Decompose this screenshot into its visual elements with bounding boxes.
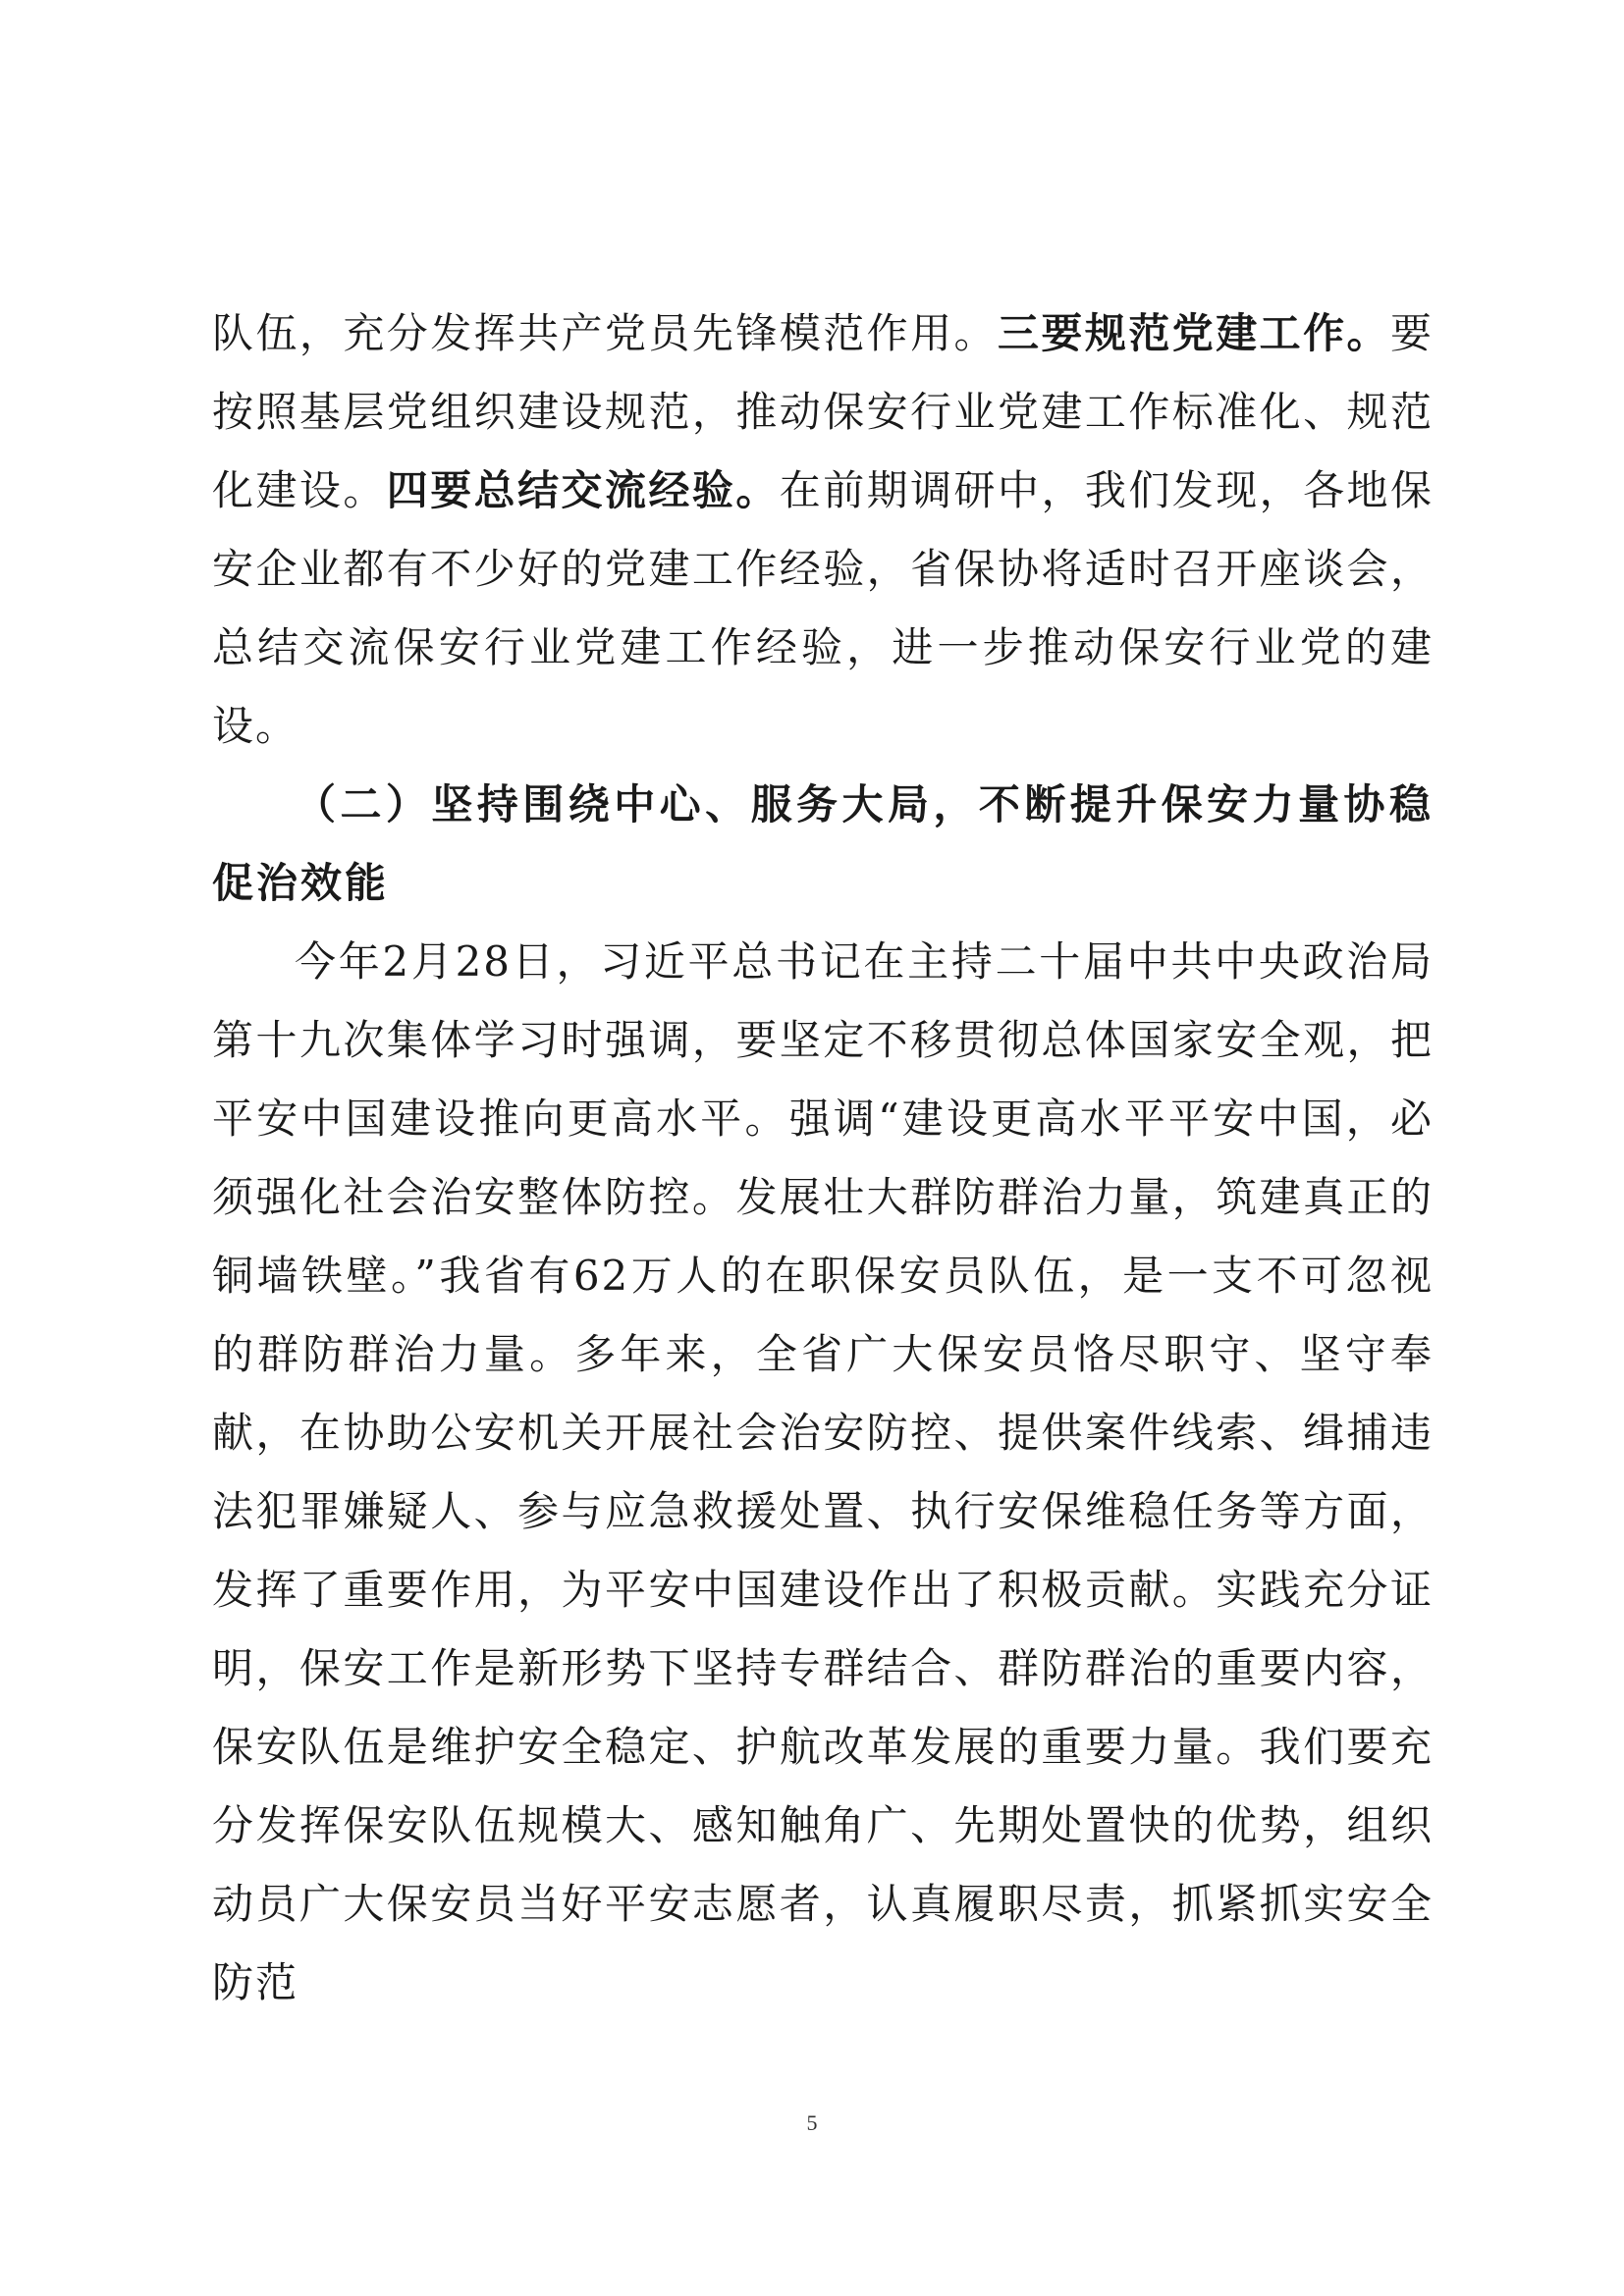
page-number: 5 (806, 2110, 818, 2135)
document-body (212, 294, 1434, 2022)
bold-point-four: 四要总结交流经验。 (386, 466, 780, 514)
text-run: 要按照基层党组织建设规范，推动保安行业党建工作标准化、规范化建设。 (212, 309, 1434, 514)
text-run: 队伍，充分发挥共产党员先锋模范作用。 (212, 309, 998, 357)
paragraph-party-building (212, 294, 1434, 766)
bold-point-three: 三要规范党建工作。 (997, 309, 1390, 357)
section-heading: （二）坚持围绕中心、服务大局，不断提升保安力量协稳促治效能 (212, 780, 1434, 907)
text-run: 在前期调研中，我们发现，各地保安企业都有不少好的党建工作经验，省保协将适时召开座谈会，总结交流保安行业党建工作经验，进一步推动保安行业党的建设。 (212, 466, 1434, 750)
paragraph-body: 今年2月28日，习近平总书记在主持二十届中共中央政治局第十九次集体学习时强调，要坚定不移贯彻总体国家安全观，把平安中国建设推向更高水平。强调“建设更高水平平安中国，必须强化社会治安整体防控。发展壮大群防群治力量，筑建真正的铜墙铁壁。”我省有62万人的在职保安员队伍，是一支不可忽视的群防群治力量。多年来，全省广大保安员恪尽职守、坚守奉献，在协助公安机关开展社会治安防控、提供案件线索、缉捕违法犯罪嫌疑人、参与应急救援处置、执行安保维稳任务等方面，发挥了重要作用，为平安中国建设作出了积极贡献。实践充分证明，保安工作是新形势下坚持专群结合、群防群治的重要内容，保安队伍是维护安全稳定、护航改革发展的重要力量。我们要充分发挥保安队伍规模大、感知触角广、先期处置快的优势，组织动员广大保安员当好平安志愿者，认真履职尽责，抓紧抓实安全防范 (212, 937, 1434, 2006)
